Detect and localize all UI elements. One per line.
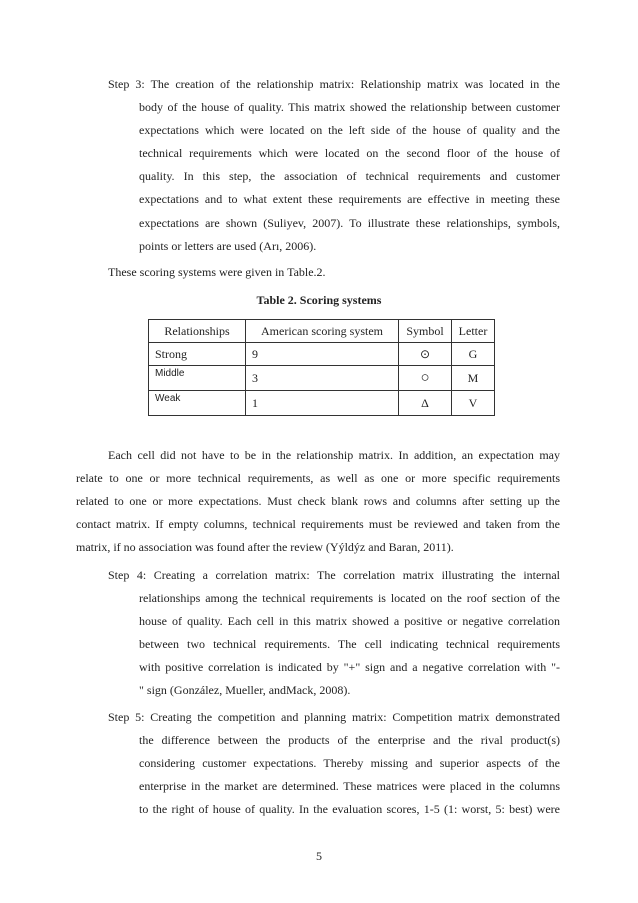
step5-line: considering customer expectations. Thereby missing and superior aspects of the xyxy=(139,756,560,771)
step3-line: points or letters are used (Arı, 2006). xyxy=(139,238,317,253)
step4-line: Step 4: Creating a correlation matrix: The correlation matrix illustrating the internal xyxy=(108,568,560,582)
body-line: Each cell did not have to be in the relationship matrix. In addition, an expectation may xyxy=(108,448,560,462)
table-caption: Table 2. Scoring systems xyxy=(256,293,382,307)
cell-relationship: Middle xyxy=(149,366,246,391)
step4-paragraph xyxy=(108,564,560,703)
step4-line: house of quality. Each cell in this matrix showed a positive or negative correlation xyxy=(139,614,560,629)
cell-letter: V xyxy=(452,391,495,416)
middle-symbol-icon: ○ xyxy=(399,366,452,391)
step5-paragraph xyxy=(108,706,560,821)
step5-line: Step 5: Creating the competition and planning matrix: Competition matrix demonstrated xyxy=(108,710,560,724)
step3-line: expectations are shown (Suliyev, 2007). To illustrate these relationships, symbols, xyxy=(139,215,560,230)
table-header-row xyxy=(149,320,495,343)
step5-line: the difference between the products of the enterprise and the rival product(s) xyxy=(139,733,560,748)
body-line: matrix, if no association was found after the review (Yýldýz and Baran, 2011). xyxy=(76,540,454,555)
step4-line: with positive correlation is indicated by "+" sign and a negative correlation with "- xyxy=(139,660,560,675)
cell-score: 1 xyxy=(246,391,399,416)
body-line: contact matrix. If empty columns, technical requirements must be reviewed and taken from the xyxy=(76,517,560,532)
step4-line: " sign (González, Mueller, andMack, 2008). xyxy=(139,683,351,698)
step3-paragraph xyxy=(108,73,560,258)
step4-line: relationships among the technical requirements is located on the roof section of the xyxy=(139,591,560,606)
cell-letter: G xyxy=(452,343,495,366)
body-line: related to one or more expectations. Must check blank rows and columns after setting up the xyxy=(76,494,560,509)
body-paragraph xyxy=(76,444,560,559)
page-number: 5 xyxy=(316,849,322,863)
header-letter: Letter xyxy=(452,320,495,343)
scoring-table xyxy=(148,319,495,416)
step5-line: enterprise in the market are determined. These matrices were placed in the columns xyxy=(139,779,560,794)
header-symbol: Symbol xyxy=(399,320,452,343)
cell-relationship: Strong xyxy=(149,343,246,366)
step4-line: between two technical requirements. The cell indicating technical requirements xyxy=(139,637,560,652)
cell-relationship: Weak xyxy=(149,391,246,416)
header-relationships: Relationships xyxy=(149,320,246,343)
table-row xyxy=(149,343,495,366)
step3-line: body of the house of quality. This matrix showed the relationship between customer xyxy=(139,100,560,115)
step3-line: quality. In this step, the association of technical requirements and customer xyxy=(139,169,560,184)
strong-symbol-icon: ⊙ xyxy=(399,343,452,366)
step3-line: Step 3: The creation of the relationship matrix: Relationship matrix was located in the xyxy=(108,77,560,91)
cell-score: 3 xyxy=(246,366,399,391)
cell-letter: M xyxy=(452,366,495,391)
step3-line: expectations which were located on the left side of the house of quality and the xyxy=(139,123,560,138)
step3-line: technical requirements which were located on the second floor of the house of xyxy=(139,146,560,161)
table-row xyxy=(149,391,495,416)
weak-symbol-icon: Δ xyxy=(399,391,452,416)
scoring-intro: These scoring systems were given in Table.2. xyxy=(108,265,326,279)
header-american-scoring: American scoring system xyxy=(246,320,399,343)
table-row xyxy=(149,366,495,391)
step5-line: to the right of house of quality. In the evaluation scores, 1-5 (1: worst, 5: best) were xyxy=(139,802,560,817)
cell-score: 9 xyxy=(246,343,399,366)
body-line: relate to one or more technical requirements, as well as one or more specific requirements xyxy=(76,471,560,486)
step3-line: expectations and to what extent these requirements are effective in meeting these xyxy=(139,192,560,207)
